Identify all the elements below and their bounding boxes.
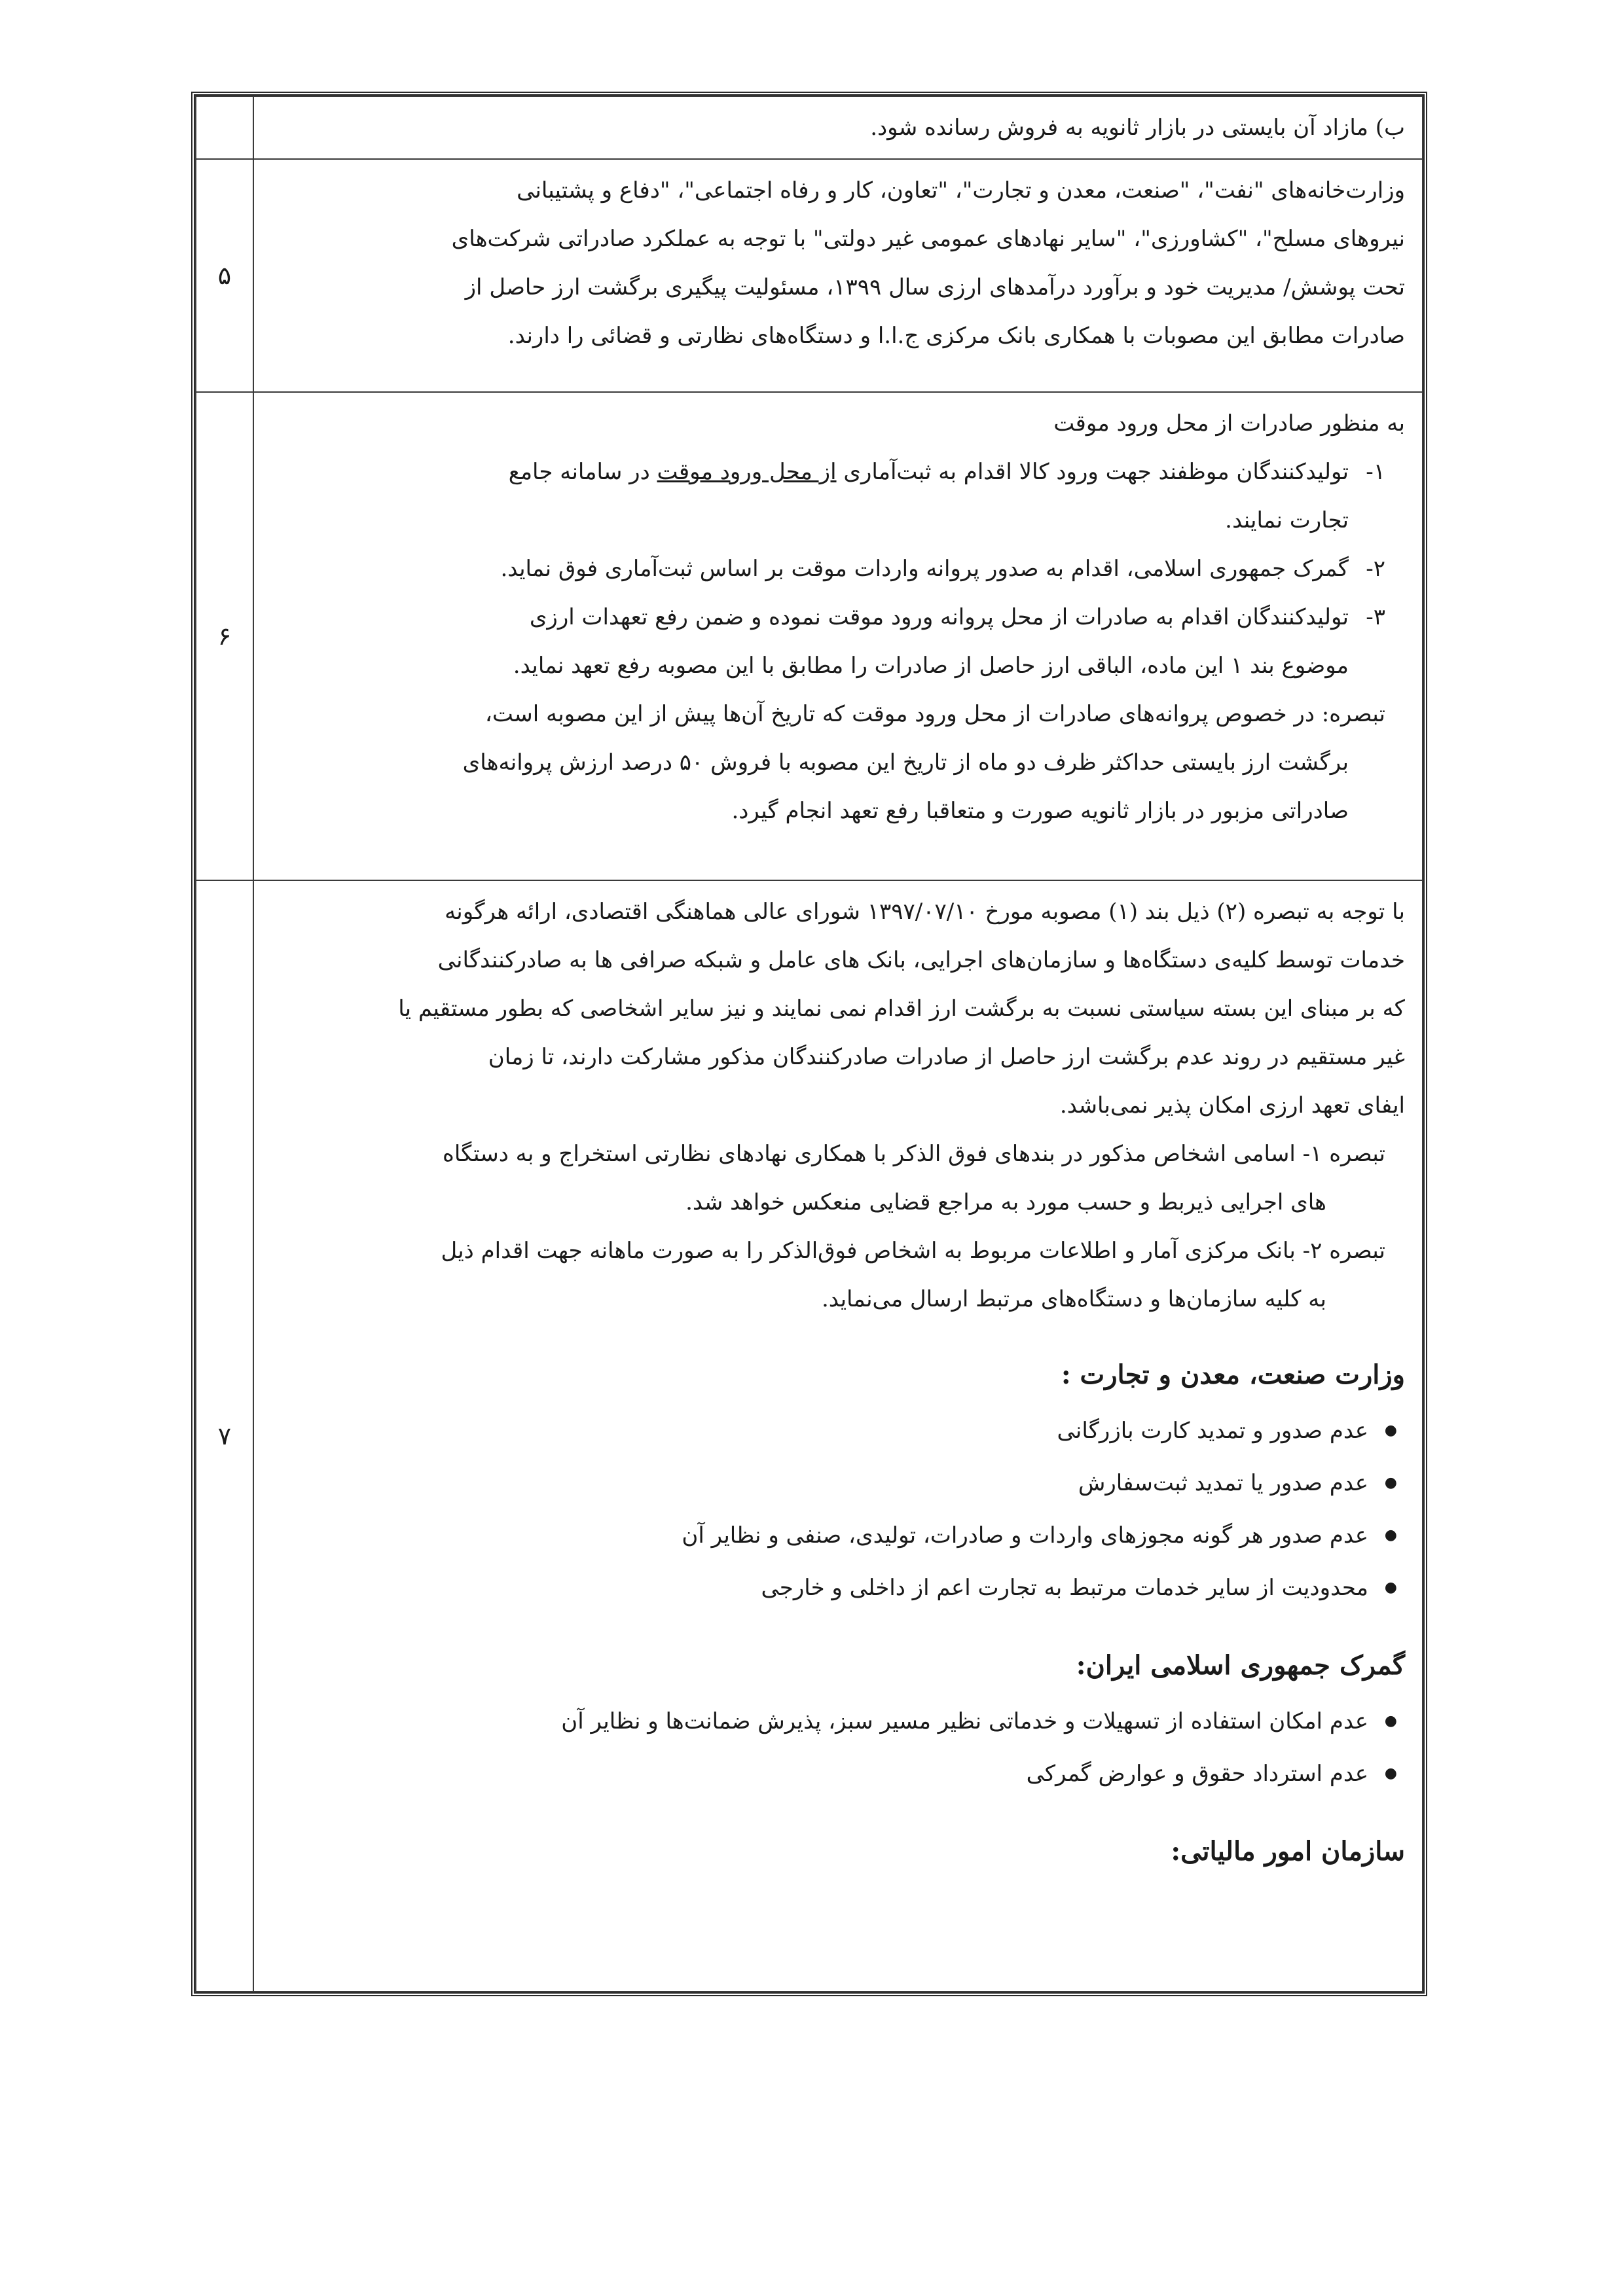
note-1-line: های اجرایی ذیربط و حسب مورد به مراجع قضایی منعکس خواهد شد. — [685, 1189, 1326, 1215]
bullet-item: ● محدودیت از سایر خدمات مرتبط به تجارت اعم از داخلی و خارجی — [278, 1562, 1368, 1614]
section-heading: وزارت صنعت، معدن و تجارت : — [1061, 1359, 1405, 1390]
list-item-2 — [278, 545, 1405, 593]
section-heading: سازمان امور مالیاتی: — [1171, 1836, 1405, 1867]
note-2-line: تبصره ۲- بانک مرکزی آمار و اطلاعات مربوط به اشخاص فوق‌الذکر را به صورت ماهانه جهت اقدام ذیل — [441, 1238, 1385, 1264]
paragraph-line: نیروهای مسلح"، "کشاورزی"، "سایر نهادهای عمومی غیر دولتی" با توجه به عملکرد صادراتی شرکت‌های — [451, 226, 1405, 252]
paragraph-line: صادرات مطابق این مصوبات با همکاری بانک مرکزی ج.ا.ا و دستگاه‌های نظارتی و قضائی را دارند. — [507, 323, 1405, 349]
paragraph-line: خدمات توسط کلیه‌ی دستگاه‌ها و سازمان‌های اجرایی، بانک های عامل و شبکه صرافی ها به صادرکنندگانی — [437, 947, 1405, 973]
table-row-6 — [196, 392, 1423, 880]
paragraph-line: ایفای تعهد ارزی امکان پذیر نمی‌باشد. — [1059, 1092, 1405, 1119]
underlined-text: از محل ورود موقت — [657, 459, 837, 485]
section-heading: گمرک جمهوری اسلامی ایران: — [1076, 1650, 1405, 1681]
note-line: تبصره: در خصوص پروانه‌های صادرات از محل ورود موقت که تاریخ آن‌ها پیش از این مصوبه است، — [484, 701, 1385, 727]
list-item-continuation: موضوع بند ۱ این ماده، الباقی ارز حاصل از صادرات را مطابق با این مصوبه رفع تعهد نماید. — [513, 653, 1349, 679]
item-number: ۱- — [1366, 459, 1385, 485]
table-row-5 — [196, 159, 1423, 392]
section-tax-affairs — [278, 1822, 1405, 1881]
table-row-continuation — [196, 96, 1423, 159]
table-row-7 — [196, 880, 1423, 1992]
row-number: ۵ — [196, 159, 253, 392]
note-line: صادراتی مزبور در بازار ثانویه صورت و متعاقبا رفع تعهد انجام گیرد. — [731, 798, 1349, 824]
row-content — [253, 392, 1423, 880]
row-title: به منظور صادرات از محل ورود موقت — [1053, 410, 1405, 437]
row-number: ۷ — [196, 880, 253, 1992]
list-item-3 — [278, 593, 1405, 641]
paragraph-line: تحت پوشش/ مدیریت خود و برآورد درآمدهای ارزی سال ۱۳۹۹، مسئولیت پیگیری برگشت ارز حاصل از — [465, 274, 1405, 300]
paragraph-line: با توجه به تبصره (۲) ذیل بند (۱) مصوبه مورخ ۱۳۹۷/۰۷/۱۰ شورای عالی هماهنگی اقتصادی، ارائه هرگونه — [445, 899, 1405, 925]
item-text: گمرک جمهوری اسلامی، اقدام به صدور پروانه واردات موقت بر اساس ثبت‌آماری فوق نماید. — [500, 556, 1349, 582]
item-text: در سامانه جامع — [508, 459, 657, 485]
note-1-line: تبصره ۱- اسامی اشخاص مذکور در بندهای فوق الذکر با همکاری نهادهای نظارتی استخراج و به دستگاه — [443, 1141, 1385, 1167]
row-content — [253, 880, 1423, 1992]
paragraph-line: که بر مبنای این بسته سیاستی نسبت به برگشت ارز اقدام نمی نمایند و نیز سایر اشخاصی که بطور مستقیم یا — [398, 996, 1405, 1022]
section-customs — [278, 1636, 1405, 1800]
paragraph-line: وزارت‌خانه‌های "نفت"، "صنعت، معدن و تجارت"، "تعاون، کار و رفاه اجتماعی"، "دفاع و پشتیبانی — [517, 177, 1405, 204]
bullet-list — [278, 1695, 1405, 1800]
row-content — [253, 159, 1423, 392]
bullet-list — [278, 1405, 1405, 1614]
row-number — [196, 96, 253, 159]
paragraph-line: غیر مستقیم در روند عدم برگشت ارز حاصل از صادرات صادرکنندگان مذکور مشارکت دارند، تا زمان — [488, 1044, 1405, 1070]
bullet-item: ● عدم صدور و تمدید کارت بازرگانی — [278, 1405, 1368, 1457]
row-number: ۶ — [196, 392, 253, 880]
row-content — [253, 96, 1423, 159]
bullet-item: ● عدم امکان استفاده از تسهیلات و خدماتی نظیر مسیر سبز، پذیرش ضمانت‌ها و نظایر آن — [278, 1695, 1368, 1748]
bullet-item: ● عدم استرداد حقوق و عوارض گمرکی — [278, 1748, 1368, 1800]
note-2-line: به کلیه سازمان‌ها و دستگاه‌های مرتبط ارسال می‌نماید. — [821, 1286, 1326, 1312]
clause-b-line: ب) مازاد آن بایستی در بازار ثانویه به فروش رسانده شود. — [870, 115, 1405, 141]
note-line: برگشت ارز بایستی حداکثر ظرف دو ماه از تاریخ این مصوبه با فروش ۵۰ درصد ارزش پروانه‌های — [462, 749, 1349, 776]
document-frame — [191, 92, 1427, 1996]
item-text: تولیدکنندگان موظفند جهت ورود کالا اقدام به ثبت‌آماری — [836, 459, 1349, 485]
item-text: تولیدکنندگان اقدام به صادرات از محل پروانه ورود موقت نموده و ضمن رفع تعهدات ارزی — [529, 604, 1349, 630]
item-number: ۲- — [1366, 556, 1385, 582]
regulation-table — [195, 96, 1423, 1992]
list-item-1 — [278, 448, 1405, 496]
list-item-continuation: تجارت نمایند. — [1225, 507, 1349, 533]
bullet-item: ● عدم صدور هر گونه مجوزهای واردات و صادرات، تولیدی، صنفی و نظایر آن — [278, 1509, 1368, 1562]
item-number: ۳- — [1366, 604, 1385, 630]
section-industry-ministry — [278, 1346, 1405, 1614]
bullet-item: ● عدم صدور یا تمدید ثبت‌سفارش — [278, 1457, 1368, 1509]
